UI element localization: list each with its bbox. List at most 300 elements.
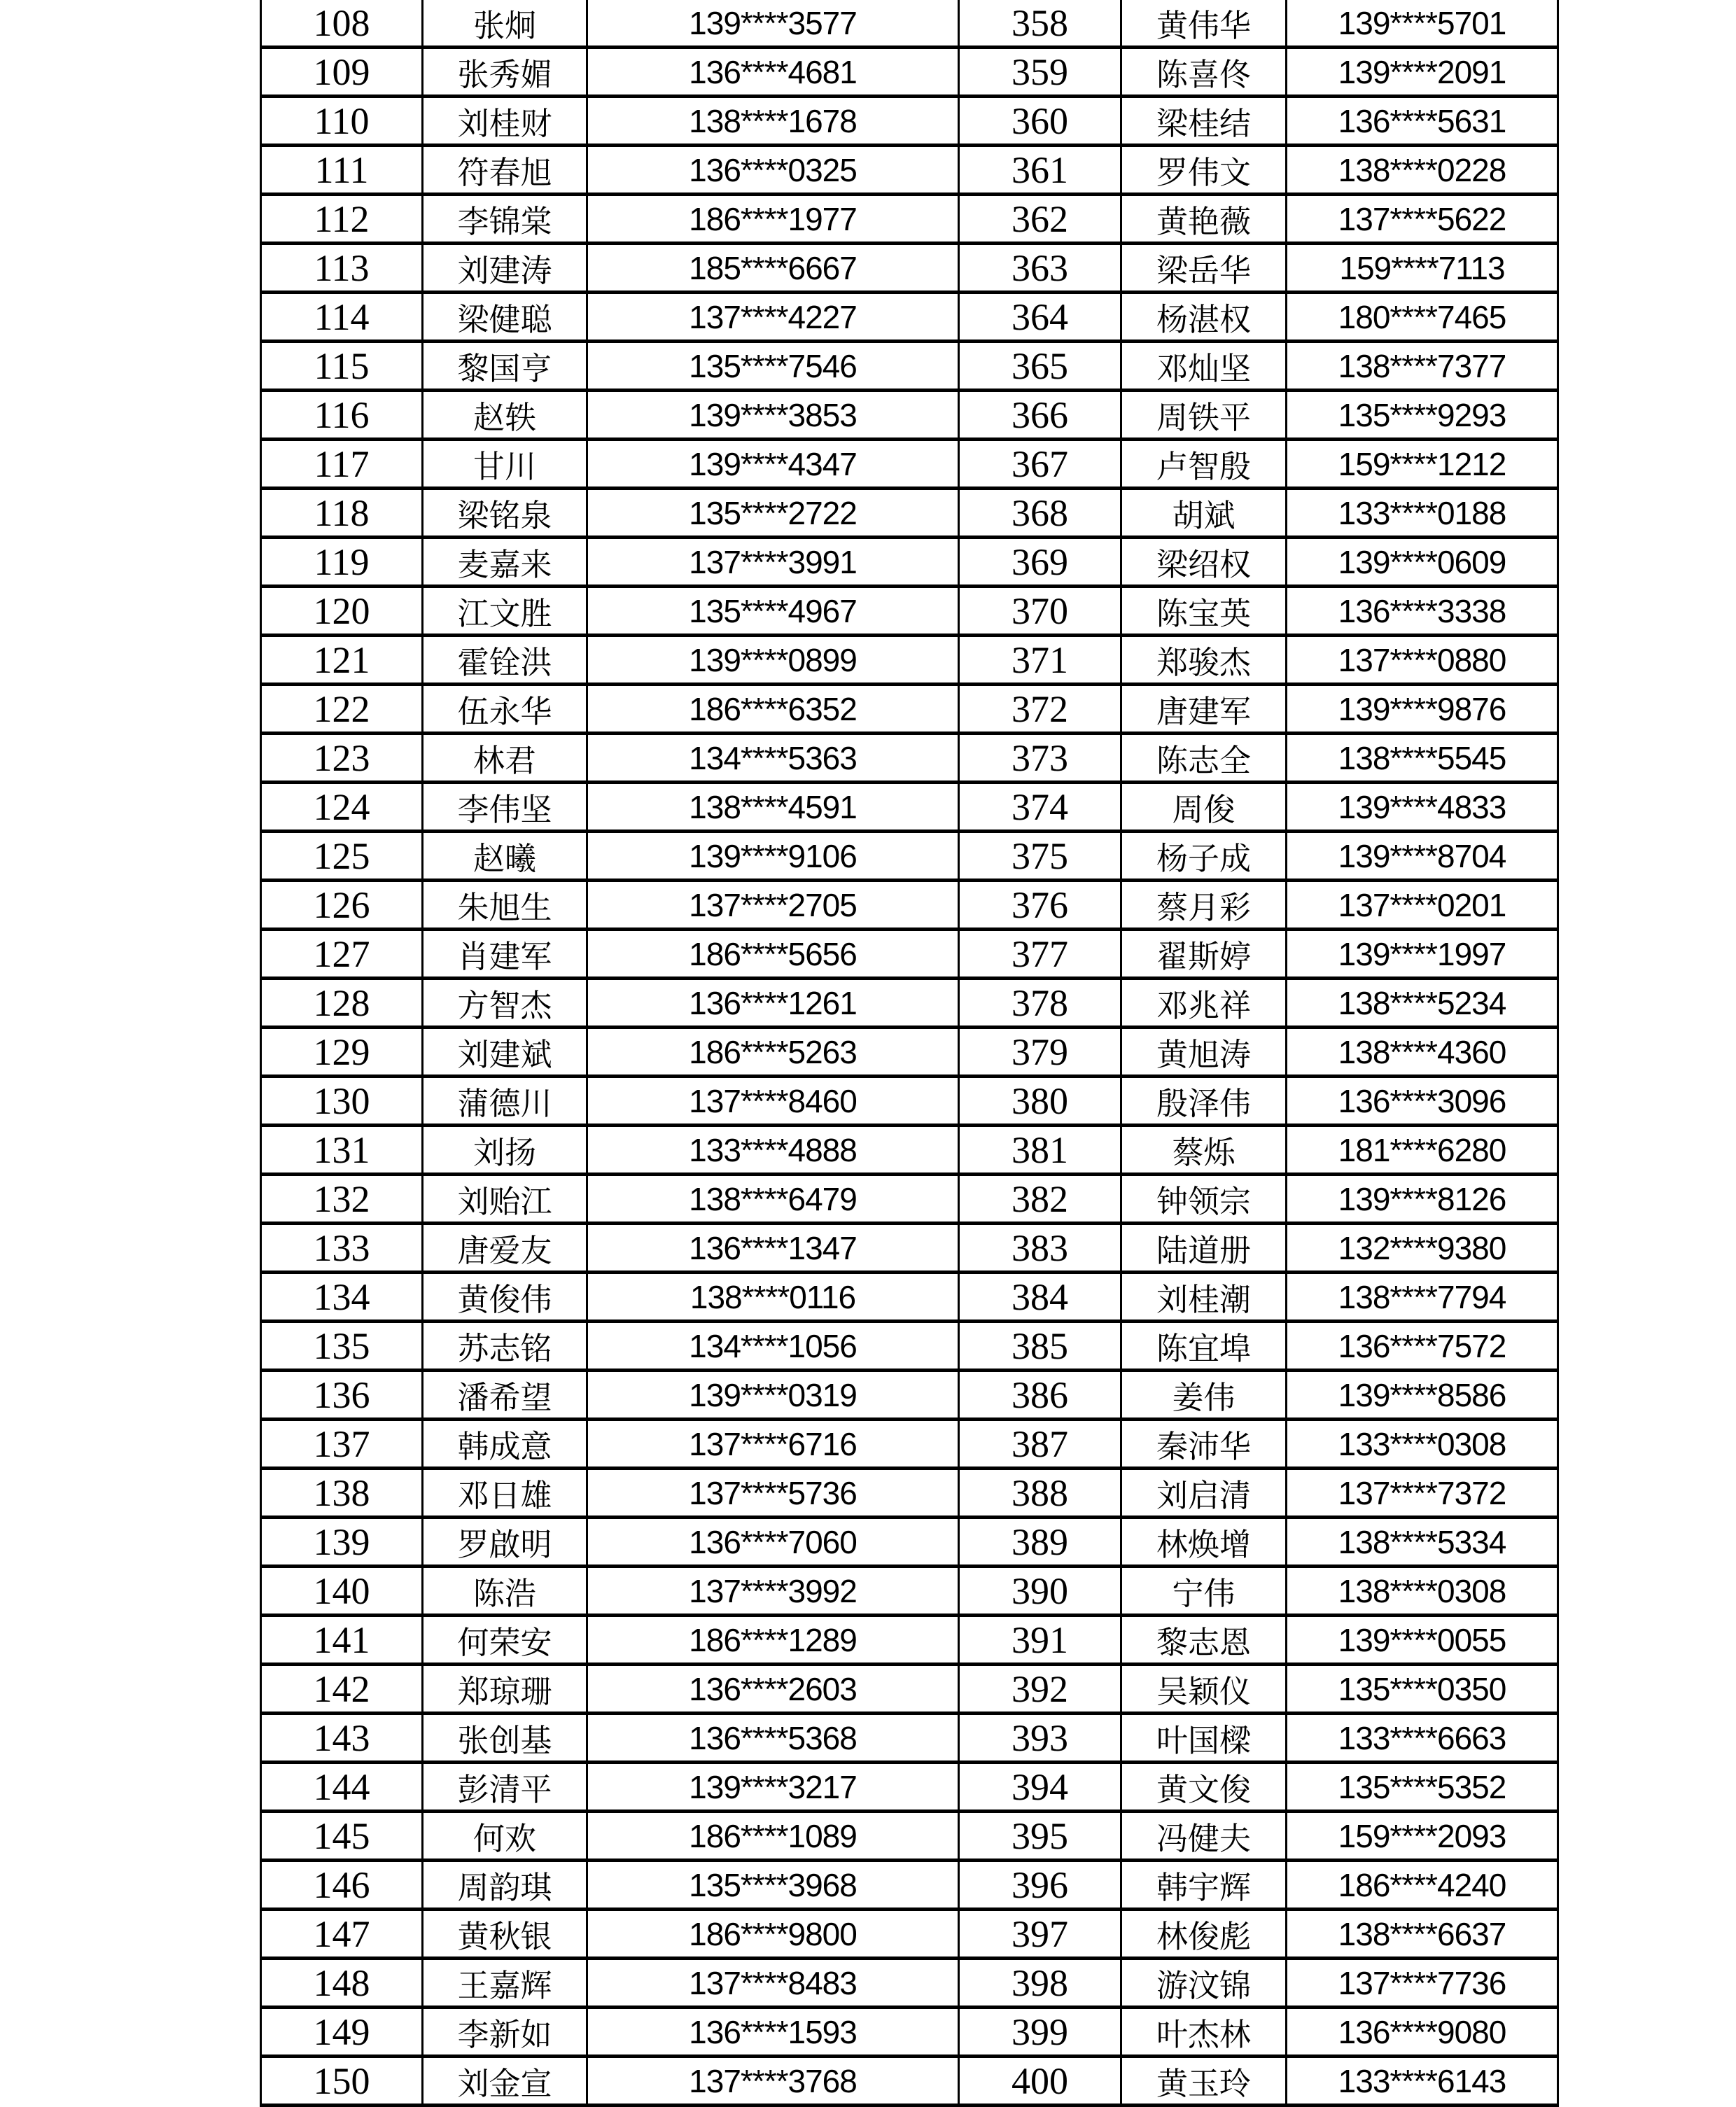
phone-cell: 136****1261 [587, 979, 959, 1028]
name-cell: 霍铨洪 [423, 636, 587, 685]
phone-cell: 137****3768 [587, 2057, 959, 2106]
phone-cell: 139****0055 [1287, 1616, 1558, 1665]
phone-cell: 137****5736 [587, 1469, 959, 1518]
row-index-cell: 371 [959, 636, 1121, 685]
row-index-cell: 134 [261, 1273, 423, 1322]
phone-cell: 137****0880 [1287, 636, 1558, 685]
phone-cell: 137****7736 [1287, 1959, 1558, 2008]
phone-cell: 159****7113 [1287, 244, 1558, 293]
table-row [261, 1469, 1558, 1518]
name-cell: 郑骏杰 [1121, 636, 1287, 685]
row-index-cell: 366 [959, 391, 1121, 440]
table-row [261, 293, 1558, 342]
row-index-cell: 392 [959, 1665, 1121, 1714]
name-cell: 黄伟华 [1121, 0, 1287, 48]
name-cell: 蔡月彩 [1121, 881, 1287, 930]
phone-cell: 137****8483 [587, 1959, 959, 2008]
row-index-cell: 120 [261, 587, 423, 636]
phone-cell: 139****3853 [587, 391, 959, 440]
phone-cell: 135****3968 [587, 1861, 959, 1910]
phone-cell: 186****5263 [587, 1028, 959, 1077]
name-cell: 蔡烁 [1121, 1126, 1287, 1175]
phone-cell: 139****5701 [1287, 0, 1558, 48]
row-index-cell: 386 [959, 1371, 1121, 1420]
phone-cell: 139****0899 [587, 636, 959, 685]
row-index-cell: 118 [261, 489, 423, 538]
phone-cell: 186****4240 [1287, 1861, 1558, 1910]
phone-cell: 136****4681 [587, 48, 959, 97]
table-row [261, 587, 1558, 636]
phone-cell: 135****9293 [1287, 391, 1558, 440]
phone-cell: 138****0228 [1287, 146, 1558, 195]
phone-cell: 133****4888 [587, 1126, 959, 1175]
table-row [261, 489, 1558, 538]
table-row [261, 440, 1558, 489]
phone-cell: 136****7572 [1287, 1322, 1558, 1371]
table-row [261, 1175, 1558, 1224]
row-index-cell: 131 [261, 1126, 423, 1175]
name-cell: 黄旭涛 [1121, 1028, 1287, 1077]
name-cell: 刘启清 [1121, 1469, 1287, 1518]
row-index-cell: 116 [261, 391, 423, 440]
name-cell: 符春旭 [423, 146, 587, 195]
phone-cell: 137****3991 [587, 538, 959, 587]
row-index-cell: 146 [261, 1861, 423, 1910]
name-cell: 陈志全 [1121, 734, 1287, 783]
phone-cell: 139****3217 [587, 1763, 959, 1812]
phone-cell: 139****8126 [1287, 1175, 1558, 1224]
name-cell: 彭清平 [423, 1763, 587, 1812]
name-cell: 郑琼珊 [423, 1665, 587, 1714]
name-cell: 方智杰 [423, 979, 587, 1028]
phone-cell: 138****5545 [1287, 734, 1558, 783]
name-cell: 李伟坚 [423, 783, 587, 832]
name-cell: 陈宝英 [1121, 587, 1287, 636]
row-index-cell: 112 [261, 195, 423, 244]
phone-cell: 138****0116 [587, 1273, 959, 1322]
table-row [261, 146, 1558, 195]
table-row [261, 685, 1558, 734]
row-index-cell: 358 [959, 0, 1121, 48]
phone-cell: 186****5656 [587, 930, 959, 979]
row-index-cell: 130 [261, 1077, 423, 1126]
name-cell: 罗伟文 [1121, 146, 1287, 195]
phone-cell: 139****0319 [587, 1371, 959, 1420]
row-index-cell: 385 [959, 1322, 1121, 1371]
name-cell: 林焕增 [1121, 1518, 1287, 1567]
row-index-cell: 110 [261, 97, 423, 146]
row-index-cell: 140 [261, 1567, 423, 1616]
name-cell: 江文胜 [423, 587, 587, 636]
row-index-cell: 144 [261, 1763, 423, 1812]
name-cell: 叶杰林 [1121, 2008, 1287, 2057]
row-index-cell: 379 [959, 1028, 1121, 1077]
phone-cell: 186****1089 [587, 1812, 959, 1861]
row-index-cell: 391 [959, 1616, 1121, 1665]
table-row [261, 1812, 1558, 1861]
name-cell: 梁健聪 [423, 293, 587, 342]
phone-cell: 139****2091 [1287, 48, 1558, 97]
table-row [261, 1322, 1558, 1371]
phone-cell: 138****5234 [1287, 979, 1558, 1028]
row-index-cell: 150 [261, 2057, 423, 2106]
table-row [261, 538, 1558, 587]
row-index-cell: 367 [959, 440, 1121, 489]
phone-cell: 133****6143 [1287, 2057, 1558, 2106]
name-cell: 何欢 [423, 1812, 587, 1861]
table-row [261, 1616, 1558, 1665]
phone-cell: 137****5622 [1287, 195, 1558, 244]
phone-cell: 136****3338 [1287, 587, 1558, 636]
row-index-cell: 142 [261, 1665, 423, 1714]
row-index-cell: 381 [959, 1126, 1121, 1175]
row-index-cell: 133 [261, 1224, 423, 1273]
row-index-cell: 363 [959, 244, 1121, 293]
phone-cell: 186****6352 [587, 685, 959, 734]
row-index-cell: 119 [261, 538, 423, 587]
phone-cell: 136****9080 [1287, 2008, 1558, 2057]
name-cell: 甘川 [423, 440, 587, 489]
name-cell: 胡斌 [1121, 489, 1287, 538]
name-cell: 周铁平 [1121, 391, 1287, 440]
row-index-cell: 384 [959, 1273, 1121, 1322]
table-row [261, 244, 1558, 293]
name-cell: 梁铭泉 [423, 489, 587, 538]
row-index-cell: 394 [959, 1763, 1121, 1812]
name-cell: 刘建斌 [423, 1028, 587, 1077]
name-cell: 梁岳华 [1121, 244, 1287, 293]
row-index-cell: 369 [959, 538, 1121, 587]
row-index-cell: 124 [261, 783, 423, 832]
table-row [261, 48, 1558, 97]
table-row [261, 1224, 1558, 1273]
name-cell: 陈宜埠 [1121, 1322, 1287, 1371]
phone-cell: 135****0350 [1287, 1665, 1558, 1714]
row-index-cell: 128 [261, 979, 423, 1028]
phone-cell: 186****1289 [587, 1616, 959, 1665]
name-cell: 罗啟明 [423, 1518, 587, 1567]
row-index-cell: 377 [959, 930, 1121, 979]
row-index-cell: 396 [959, 1861, 1121, 1910]
row-index-cell: 382 [959, 1175, 1121, 1224]
phone-cell: 138****7794 [1287, 1273, 1558, 1322]
name-cell: 邓日雄 [423, 1469, 587, 1518]
row-index-cell: 149 [261, 2008, 423, 2057]
row-index-cell: 389 [959, 1518, 1121, 1567]
phone-cell: 186****1977 [587, 195, 959, 244]
table-row [261, 1028, 1558, 1077]
phone-cell: 139****9876 [1287, 685, 1558, 734]
phone-cell: 134****5363 [587, 734, 959, 783]
row-index-cell: 121 [261, 636, 423, 685]
row-index-cell: 109 [261, 48, 423, 97]
name-cell: 潘希望 [423, 1371, 587, 1420]
name-cell: 刘扬 [423, 1126, 587, 1175]
phone-cell: 133****0188 [1287, 489, 1558, 538]
row-index-cell: 115 [261, 342, 423, 391]
name-cell: 梁绍权 [1121, 538, 1287, 587]
table-row [261, 734, 1558, 783]
phone-cell: 159****1212 [1287, 440, 1558, 489]
phone-cell: 137****6716 [587, 1420, 959, 1469]
phone-cell: 139****4833 [1287, 783, 1558, 832]
table-row [261, 0, 1558, 48]
phone-cell: 137****3992 [587, 1567, 959, 1616]
row-index-cell: 113 [261, 244, 423, 293]
name-cell: 邓灿坚 [1121, 342, 1287, 391]
name-cell: 唐建军 [1121, 685, 1287, 734]
name-cell: 杨湛权 [1121, 293, 1287, 342]
phone-cell: 135****5352 [1287, 1763, 1558, 1812]
name-cell: 黄俊伟 [423, 1273, 587, 1322]
phone-cell: 138****6479 [587, 1175, 959, 1224]
name-cell: 张炯 [423, 0, 587, 48]
name-cell: 黎国亨 [423, 342, 587, 391]
row-index-cell: 139 [261, 1518, 423, 1567]
name-cell: 李新如 [423, 2008, 587, 2057]
row-index-cell: 122 [261, 685, 423, 734]
phone-cell: 135****7546 [587, 342, 959, 391]
table-row [261, 881, 1558, 930]
row-index-cell: 372 [959, 685, 1121, 734]
name-cell: 蒲德川 [423, 1077, 587, 1126]
name-cell: 周俊 [1121, 783, 1287, 832]
row-index-cell: 137 [261, 1420, 423, 1469]
row-index-cell: 364 [959, 293, 1121, 342]
phone-cell: 134****1056 [587, 1322, 959, 1371]
name-cell: 肖建军 [423, 930, 587, 979]
row-index-cell: 373 [959, 734, 1121, 783]
row-index-cell: 125 [261, 832, 423, 881]
row-index-cell: 114 [261, 293, 423, 342]
phone-cell: 185****6667 [587, 244, 959, 293]
row-index-cell: 359 [959, 48, 1121, 97]
phone-roster-table [260, 0, 1559, 2107]
phone-cell: 137****2705 [587, 881, 959, 930]
row-index-cell: 368 [959, 489, 1121, 538]
row-index-cell: 374 [959, 783, 1121, 832]
table-row [261, 832, 1558, 881]
table-row [261, 979, 1558, 1028]
row-index-cell: 138 [261, 1469, 423, 1518]
phone-cell: 139****3577 [587, 0, 959, 48]
phone-cell: 136****1593 [587, 2008, 959, 2057]
phone-cell: 138****4360 [1287, 1028, 1558, 1077]
row-index-cell: 141 [261, 1616, 423, 1665]
table-row [261, 1763, 1558, 1812]
table-row [261, 1567, 1558, 1616]
row-index-cell: 361 [959, 146, 1121, 195]
phone-cell: 139****0609 [1287, 538, 1558, 587]
name-cell: 刘贻江 [423, 1175, 587, 1224]
row-index-cell: 132 [261, 1175, 423, 1224]
name-cell: 黄秋银 [423, 1910, 587, 1959]
name-cell: 冯健夫 [1121, 1812, 1287, 1861]
table-row [261, 1714, 1558, 1763]
name-cell: 卢智殷 [1121, 440, 1287, 489]
name-cell: 赵曦 [423, 832, 587, 881]
name-cell: 陈喜佟 [1121, 48, 1287, 97]
name-cell: 韩宇辉 [1121, 1861, 1287, 1910]
row-index-cell: 135 [261, 1322, 423, 1371]
table-row [261, 1126, 1558, 1175]
table-body [261, 0, 1558, 2106]
phone-cell: 136****1347 [587, 1224, 959, 1273]
name-cell: 黎志恩 [1121, 1616, 1287, 1665]
row-index-cell: 365 [959, 342, 1121, 391]
row-index-cell: 390 [959, 1567, 1121, 1616]
row-index-cell: 129 [261, 1028, 423, 1077]
row-index-cell: 375 [959, 832, 1121, 881]
name-cell: 杨子成 [1121, 832, 1287, 881]
row-index-cell: 148 [261, 1959, 423, 2008]
table-row [261, 930, 1558, 979]
name-cell: 翟斯婷 [1121, 930, 1287, 979]
row-index-cell: 136 [261, 1371, 423, 1420]
phone-cell: 138****0308 [1287, 1567, 1558, 1616]
name-cell: 王嘉辉 [423, 1959, 587, 2008]
name-cell: 张创基 [423, 1714, 587, 1763]
phone-cell: 133****6663 [1287, 1714, 1558, 1763]
table-row [261, 1959, 1558, 2008]
name-cell: 伍永华 [423, 685, 587, 734]
name-cell: 何荣安 [423, 1616, 587, 1665]
row-index-cell: 117 [261, 440, 423, 489]
name-cell: 张秀媚 [423, 48, 587, 97]
phone-cell: 180****7465 [1287, 293, 1558, 342]
name-cell: 唐爱友 [423, 1224, 587, 1273]
row-index-cell: 127 [261, 930, 423, 979]
row-index-cell: 147 [261, 1910, 423, 1959]
row-index-cell: 398 [959, 1959, 1121, 2008]
row-index-cell: 378 [959, 979, 1121, 1028]
phone-cell: 136****5368 [587, 1714, 959, 1763]
row-index-cell: 388 [959, 1469, 1121, 1518]
row-index-cell: 143 [261, 1714, 423, 1763]
name-cell: 邓兆祥 [1121, 979, 1287, 1028]
phone-cell: 132****9380 [1287, 1224, 1558, 1273]
table-row [261, 1273, 1558, 1322]
name-cell: 叶国樑 [1121, 1714, 1287, 1763]
name-cell: 刘桂潮 [1121, 1273, 1287, 1322]
row-index-cell: 145 [261, 1812, 423, 1861]
name-cell: 姜伟 [1121, 1371, 1287, 1420]
table-row [261, 1371, 1558, 1420]
name-cell: 黄玉玲 [1121, 2057, 1287, 2106]
row-index-cell: 362 [959, 195, 1121, 244]
phone-cell: 181****6280 [1287, 1126, 1558, 1175]
table-row [261, 1420, 1558, 1469]
name-cell: 刘金宣 [423, 2057, 587, 2106]
name-cell: 周韵琪 [423, 1861, 587, 1910]
name-cell: 钟领宗 [1121, 1175, 1287, 1224]
table-row [261, 1518, 1558, 1567]
phone-cell: 138****6637 [1287, 1910, 1558, 1959]
row-index-cell: 399 [959, 2008, 1121, 2057]
phone-cell: 136****3096 [1287, 1077, 1558, 1126]
row-index-cell: 380 [959, 1077, 1121, 1126]
name-cell: 刘建涛 [423, 244, 587, 293]
table-row [261, 1665, 1558, 1714]
row-index-cell: 387 [959, 1420, 1121, 1469]
phone-cell: 136****7060 [587, 1518, 959, 1567]
table-row [261, 391, 1558, 440]
table-row [261, 2057, 1558, 2106]
row-index-cell: 400 [959, 2057, 1121, 2106]
row-index-cell: 126 [261, 881, 423, 930]
table-row [261, 97, 1558, 146]
table-row [261, 1077, 1558, 1126]
phone-cell: 139****8704 [1287, 832, 1558, 881]
name-cell: 李锦棠 [423, 195, 587, 244]
table-row [261, 1910, 1558, 1959]
name-cell: 黄文俊 [1121, 1763, 1287, 1812]
table-row [261, 636, 1558, 685]
name-cell: 陆道册 [1121, 1224, 1287, 1273]
phone-cell: 137****8460 [587, 1077, 959, 1126]
phone-cell: 136****2603 [587, 1665, 959, 1714]
phone-cell: 139****8586 [1287, 1371, 1558, 1420]
name-cell: 刘桂财 [423, 97, 587, 146]
name-cell: 黄艳薇 [1121, 195, 1287, 244]
table-row [261, 195, 1558, 244]
table-row [261, 2008, 1558, 2057]
name-cell: 吴颖仪 [1121, 1665, 1287, 1714]
name-cell: 秦沛华 [1121, 1420, 1287, 1469]
phone-cell: 139****9106 [587, 832, 959, 881]
row-index-cell: 397 [959, 1910, 1121, 1959]
phone-cell: 133****0308 [1287, 1420, 1558, 1469]
row-index-cell: 360 [959, 97, 1121, 146]
row-index-cell: 370 [959, 587, 1121, 636]
name-cell: 麦嘉来 [423, 538, 587, 587]
table-row [261, 342, 1558, 391]
phone-cell: 139****4347 [587, 440, 959, 489]
phone-cell: 135****2722 [587, 489, 959, 538]
phone-cell: 138****5334 [1287, 1518, 1558, 1567]
name-cell: 殷泽伟 [1121, 1077, 1287, 1126]
name-cell: 苏志铭 [423, 1322, 587, 1371]
phone-cell: 139****1997 [1287, 930, 1558, 979]
phone-cell: 159****2093 [1287, 1812, 1558, 1861]
table-row [261, 783, 1558, 832]
name-cell: 陈浩 [423, 1567, 587, 1616]
row-index-cell: 111 [261, 146, 423, 195]
row-index-cell: 383 [959, 1224, 1121, 1273]
name-cell: 林俊彪 [1121, 1910, 1287, 1959]
phone-cell: 138****4591 [587, 783, 959, 832]
phone-cell: 137****4227 [587, 293, 959, 342]
name-cell: 韩成意 [423, 1420, 587, 1469]
name-cell: 林君 [423, 734, 587, 783]
phone-cell: 135****4967 [587, 587, 959, 636]
row-index-cell: 376 [959, 881, 1121, 930]
table-row [261, 1861, 1558, 1910]
row-index-cell: 123 [261, 734, 423, 783]
name-cell: 赵轶 [423, 391, 587, 440]
row-index-cell: 393 [959, 1714, 1121, 1763]
phone-cell: 136****0325 [587, 146, 959, 195]
phone-cell: 138****7377 [1287, 342, 1558, 391]
name-cell: 宁伟 [1121, 1567, 1287, 1616]
row-index-cell: 108 [261, 0, 423, 48]
name-cell: 朱旭生 [423, 881, 587, 930]
name-cell: 梁桂结 [1121, 97, 1287, 146]
phone-cell: 138****1678 [587, 97, 959, 146]
phone-cell: 137****0201 [1287, 881, 1558, 930]
name-cell: 游汶锦 [1121, 1959, 1287, 2008]
row-index-cell: 395 [959, 1812, 1121, 1861]
